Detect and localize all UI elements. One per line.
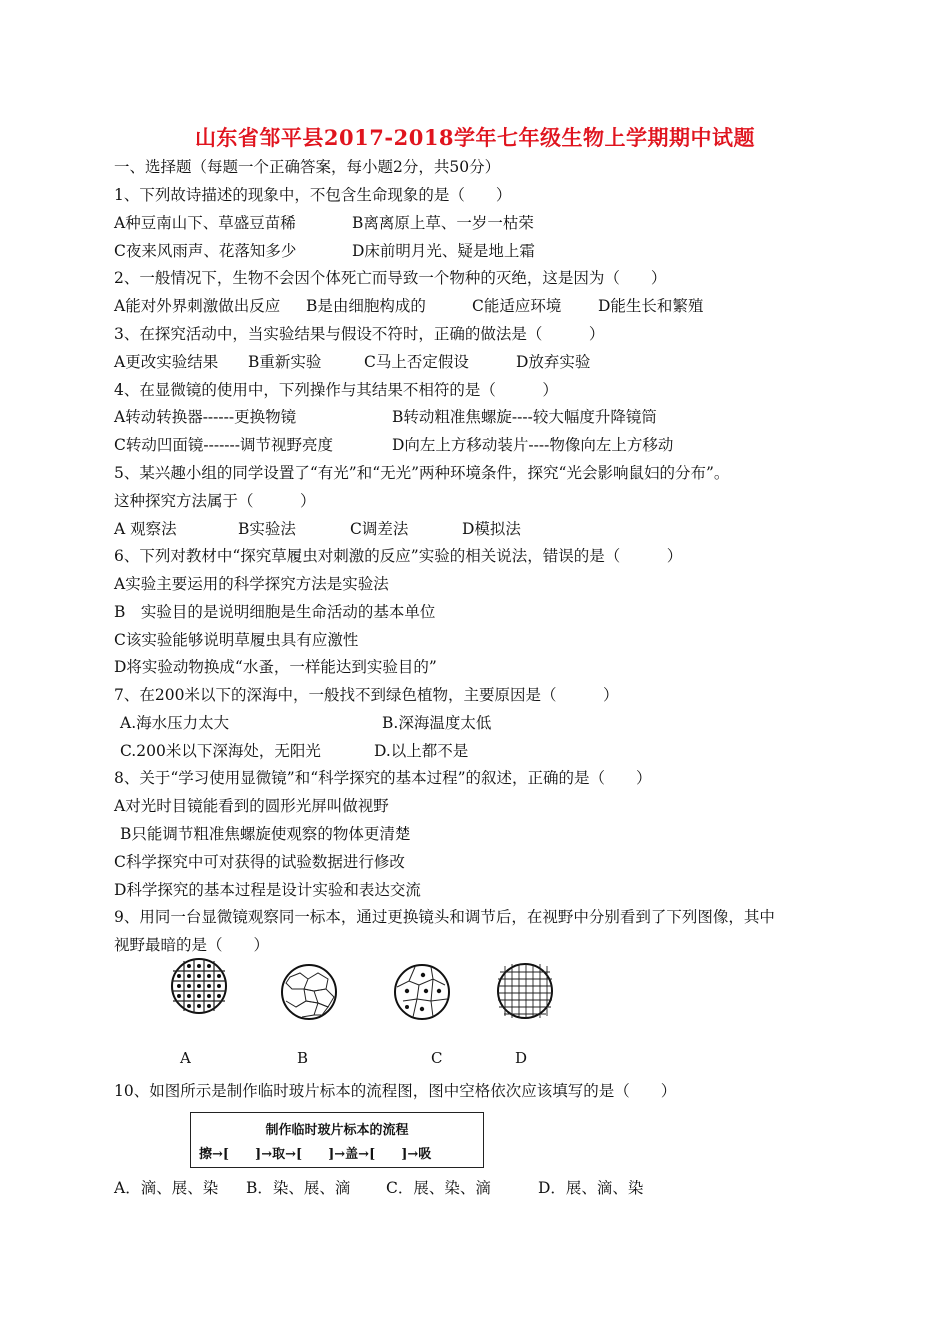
q6-option-d: D将实验动物换成“水蚤，一样能达到实验目的” — [114, 658, 437, 676]
micrograph-c — [393, 963, 451, 1021]
section-heading: 一、选择题（每题一个正确答案，每小题2分，共50分） — [114, 158, 501, 176]
q2-option-b: B是由细胞构成的 — [306, 297, 426, 315]
q1-option-c: C夜来风雨声、花落知多少 — [114, 242, 297, 260]
question-1-stem: 1、下列故诗描述的现象中，不包含生命现象的是（ ） — [114, 186, 512, 204]
q3-option-b: B重新实验 — [248, 353, 322, 371]
micrograph-label-d: D — [515, 1049, 528, 1067]
question-4-stem: 4、在显微镜的使用中，下列操作与其结果不相符的是（ ） — [114, 381, 558, 399]
q7-option-d: D.以上都不是 — [374, 742, 469, 760]
q5-option-b: B实验法 — [238, 520, 296, 538]
q10-option-c: C．展、染、滴 — [386, 1179, 491, 1197]
micrograph-label-b: B — [297, 1049, 309, 1067]
micrograph-label-a: A — [180, 1049, 191, 1067]
q6-option-c: C该实验能够说明草履虫具有应激性 — [114, 631, 359, 649]
q10-option-d: D．展、滴、染 — [538, 1179, 644, 1197]
q1-option-b: B离离原上草、一岁一枯荣 — [352, 214, 534, 232]
q7-option-c: C.200米以下深海处，无阳光 — [120, 742, 321, 760]
q6-option-a: A实验主要运用的科学探究方法是实验法 — [114, 575, 389, 593]
question-5-stem: 5、某兴趣小组的同学设置了“有光”和“无光”两种环境条件，探究“光会影响鼠妇的分布”。 — [114, 464, 730, 482]
question-6-stem: 6、下列对教材中“探究草履虫对刺激的反应”实验的相关说法，错误的是（ ） — [114, 547, 683, 565]
q3-option-d: D放弃实验 — [516, 353, 591, 371]
q2-option-d: D能生长和繁殖 — [598, 297, 704, 315]
q6-option-b: B 实验目的是说明细胞是生命活动的基本单位 — [114, 603, 436, 621]
question-2-stem: 2、一般情况下，生物不会因个体死亡而导致一个物种的灭绝，这是因为（ ） — [114, 269, 667, 287]
q8-option-b: B只能调节粗准焦螺旋使观察的物体更清楚 — [120, 825, 411, 843]
flowchart-steps: 擦→[ ]→取→[ ]→盖→[ ]→吸 — [199, 1147, 432, 1162]
flowchart-title: 制作临时玻片标本的流程 — [265, 1123, 409, 1138]
q3-option-c: C马上否定假设 — [364, 353, 469, 371]
question-9-stem: 9、用同一台显微镜观察同一标本，通过更换镜头和调节后，在视野中分别看到了下列图像，其中 — [114, 908, 775, 926]
q4-option-a: A转动转换器------更换物镜 — [114, 408, 297, 426]
question-5-stem-cont: 这种探究方法属于（ ） — [114, 492, 316, 510]
q7-option-b: B.深海温度太低 — [382, 714, 492, 732]
question-9-stem-cont: 视野最暗的是（ ） — [114, 936, 270, 954]
q7-option-a: A.海水压力太大 — [120, 714, 230, 732]
q8-option-d: D科学探究的基本过程是设计实验和表达交流 — [114, 881, 421, 899]
q1-option-a: A种豆南山下、草盛豆苗稀 — [114, 214, 296, 232]
page-title: 山东省邹平县2017-2018学年七年级生物上学期期中试题 — [194, 125, 756, 150]
q5-option-d: D模拟法 — [462, 520, 521, 538]
micrograph-b — [280, 963, 338, 1021]
q3-option-a: A更改实验结果 — [114, 353, 219, 371]
q2-option-c: C能适应环境 — [472, 297, 562, 315]
q4-option-d: D向左上方移动装片----物像向左上方移动 — [392, 436, 674, 454]
micrograph-a — [170, 957, 228, 1015]
q2-option-a: A能对外界刺激做出反应 — [114, 297, 281, 315]
q10-option-a: A．滴、展、染 — [114, 1179, 219, 1197]
q8-option-c: C科学探究中可对获得的试验数据进行修改 — [114, 853, 405, 871]
q5-option-a: A 观察法 — [114, 520, 177, 538]
flowchart-box — [190, 1112, 484, 1168]
micrograph-label-c: C — [431, 1049, 443, 1067]
q10-option-b: B．染、展、滴 — [246, 1179, 351, 1197]
q4-option-b: B转动粗准焦螺旋----较大幅度升降镜筒 — [392, 408, 657, 426]
q4-option-c: C转动凹面镜-------调节视野亮度 — [114, 436, 334, 454]
question-10-stem: 10、如图所示是制作临时玻片标本的流程图，图中空格依次应该填写的是（ ） — [114, 1082, 677, 1100]
q1-option-d: D床前明月光、疑是地上霜 — [352, 242, 535, 260]
question-7-stem: 7、在200米以下的深海中，一般找不到绿色植物，主要原因是（ ） — [114, 686, 619, 704]
q8-option-a: A对光时目镜能看到的圆形光屏叫做视野 — [114, 797, 389, 815]
question-3-stem: 3、在探究活动中，当实验结果与假设不符时，正确的做法是（ ） — [114, 325, 605, 343]
question-8-stem: 8、关于“学习使用显微镜”和“科学探究的基本过程”的叙述，正确的是（ ） — [114, 769, 652, 787]
q5-option-c: C调差法 — [350, 520, 409, 538]
micrograph-d — [496, 962, 554, 1020]
